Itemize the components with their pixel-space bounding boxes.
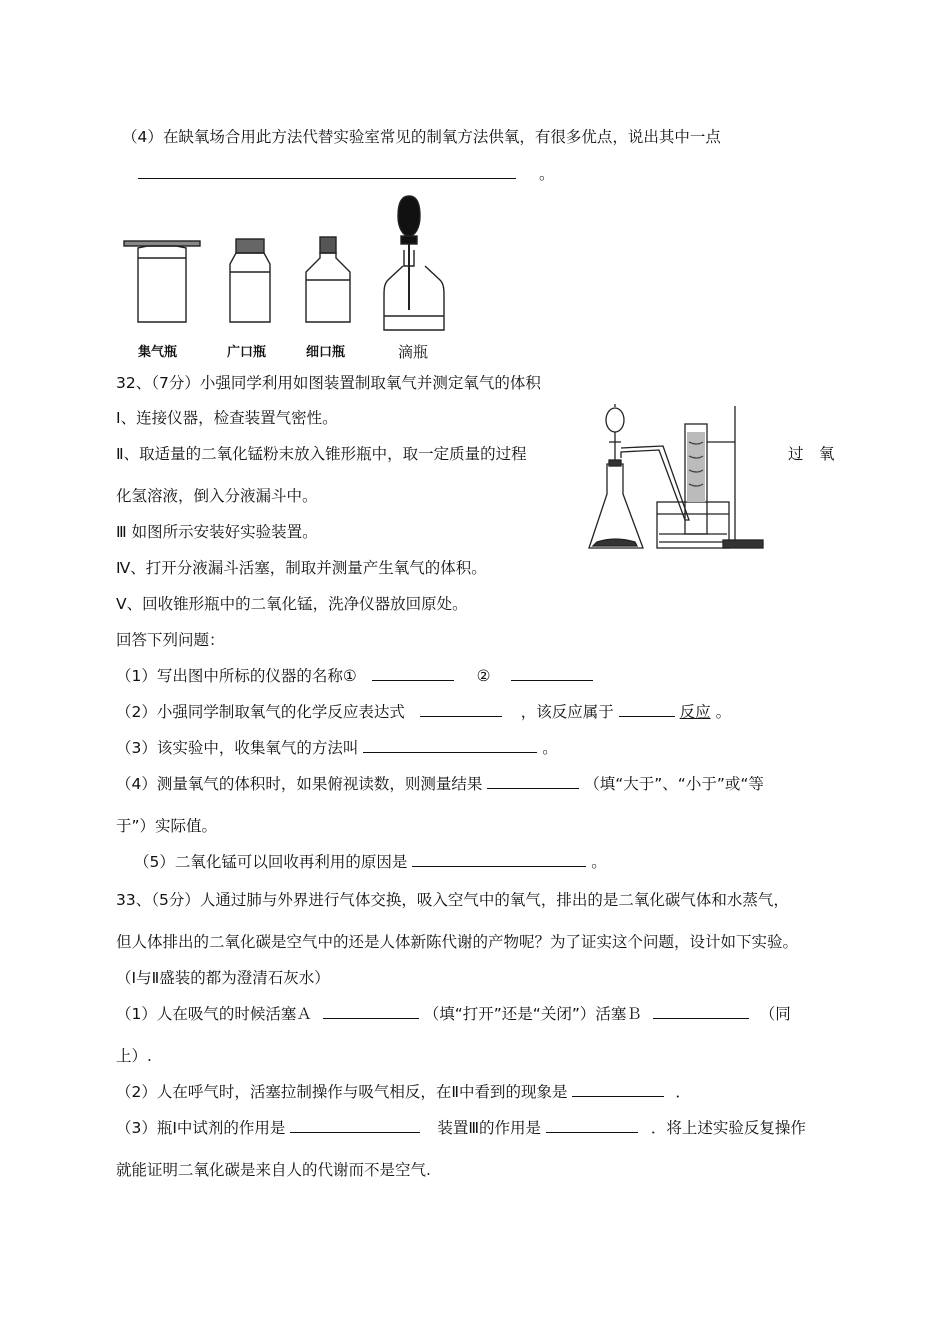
q32-step-2-cont: 过 氧 [788, 445, 835, 463]
q31-4-answer-line [138, 164, 554, 184]
q33-part-1-text: （1）人在吸气的时候活塞Ａ [116, 1005, 312, 1023]
answer-blank-reagent-role[interactable] [290, 1118, 420, 1133]
answer-blank-result[interactable] [487, 774, 579, 789]
q32-step-4: Ⅳ、打开分液漏斗活塞，制取并测量产生氧气的体积。 [116, 559, 487, 577]
period: 。 [591, 853, 607, 871]
oxygen-apparatus-diagram [585, 402, 775, 554]
q32-part-4-end: 于”）实际值。 [116, 817, 218, 835]
q33-part-1-end: （同 [759, 1005, 791, 1023]
label-wide-mouth-bottle: 广口瓶 [227, 345, 267, 360]
answer-blank-piston-a[interactable] [323, 1004, 419, 1019]
label-gas-collecting-bottle: 集气瓶 [138, 345, 178, 360]
q31-4-question: （4）在缺氧场合用此方法代替实验室常见的制氧方法供氧，有很多优点，说出其中一点 [122, 128, 721, 146]
q32-step-5: Ⅴ、回收锥形瓶中的二氧化锰，洗净仪器放回原处。 [116, 595, 468, 613]
q33-part-3 [116, 1118, 806, 1138]
q32-step-2: Ⅱ、取适量的二氧化锰粉末放入锥形瓶中，取一定质量的过程 [116, 445, 527, 463]
q33-part-2 [116, 1082, 691, 1102]
answer-blank-phenomenon[interactable] [572, 1082, 664, 1097]
gas-collecting-bottle-icon [124, 241, 200, 322]
answer-blank-method[interactable] [363, 738, 537, 753]
wide-mouth-bottle-icon [230, 239, 270, 322]
q32-part-1 [116, 666, 593, 686]
q33-part-3-text: （3）瓶Ⅰ中试剂的作用是 [116, 1119, 286, 1137]
bottle-illustrations [118, 192, 458, 340]
q32-part-5-text: （5）二氧化锰可以回收再利用的原因是 [134, 853, 408, 871]
q32-part-2-text: （2）小强同学制取氧气的化学反应表达式 [116, 703, 405, 721]
answer-blank-device-role[interactable] [546, 1118, 638, 1133]
answer-blank[interactable] [138, 164, 516, 179]
q32-step-2-end: 化氢溶液，倒入分液漏斗中。 [116, 487, 318, 505]
marker-2: ② [476, 667, 491, 685]
q32-part-4 [116, 774, 764, 794]
water-trough-icon [657, 502, 729, 548]
dropper-bottle-icon [384, 196, 444, 330]
q32-step-1: Ⅰ、连接仪器，检查装置气密性。 [116, 409, 338, 427]
answer-blank-reason[interactable] [412, 852, 586, 867]
answer-blank-piston-b[interactable] [653, 1004, 749, 1019]
label-narrow-mouth-bottle: 细口瓶 [306, 345, 346, 360]
q32-step-3: Ⅲ 如图所示安装好实验装置。 [116, 523, 318, 541]
q33-part-1 [116, 1004, 791, 1024]
q33-part-2-text: （2）人在呼气时，活塞拉制操作与吸气相反，在Ⅱ中看到的现象是 [116, 1083, 568, 1101]
conical-flask-icon [589, 464, 643, 548]
q33-note: （Ⅰ与Ⅱ盛装的都为澄清石灰水） [116, 969, 330, 987]
q33-part-3-end: ．将上述实验反复操作 [650, 1119, 806, 1137]
q32-title: 32、（7分）小强同学利用如图装置制取氧气并测定氧气的体积 [116, 374, 541, 392]
q32-part-2 [116, 702, 731, 722]
answer-blank-2[interactable] [511, 666, 593, 681]
q32-part-1-text: （1）写出图中所标的仪器的名称① [116, 667, 357, 685]
q32-part-3 [116, 738, 558, 758]
separatory-funnel-icon [606, 408, 624, 432]
q33-part-1-mid: （填“打开”还是“关闭”）活塞Ｂ [423, 1005, 642, 1023]
q33-part-3-mid: 装置Ⅲ的作用是 [437, 1119, 541, 1137]
q32-answer-intro: 回答下列问题： [116, 631, 225, 649]
answer-blank-equation[interactable] [420, 702, 502, 717]
label-dropper-bottle: 滴瓶 [398, 343, 429, 361]
answer-blank-1[interactable] [372, 666, 454, 681]
period: ． [675, 1083, 691, 1101]
q33-title: 33、（5分）人通过肺与外界进行气体交换，吸入空气中的氧气，排出的是二氧化碳气体和水蒸气， [116, 891, 789, 909]
narrow-mouth-bottle-icon [306, 237, 350, 322]
q33-part-1-cont: 上）. [116, 1047, 152, 1065]
answer-blank-reaction-type[interactable] [619, 702, 675, 717]
q32-part-2-mid: ，该反应属于 [520, 703, 614, 721]
period: 。 [538, 165, 555, 183]
q32-part-5 [134, 852, 607, 872]
q33-conclusion: 就能证明二氧化碳是来自人的代谢而不是空气. [116, 1161, 431, 1179]
q33-line-2: 但人体排出的二氧化碳是空气中的还是人体新陈代谢的产物呢？为了证实这个问题，设计如下实验。 [116, 933, 799, 951]
reaction-word: 反应 [679, 703, 711, 721]
q32-part-4-text: （4）测量氧气的体积时，如果俯视读数，则测量结果 [116, 775, 483, 793]
q32-part-3-text: （3）该实验中，收集氧气的方法叫 [116, 739, 359, 757]
q32-part-4-options: （填“大于”、“小于”或“等 [584, 775, 764, 793]
period: 。 [542, 739, 558, 757]
period: 。 [715, 703, 732, 721]
